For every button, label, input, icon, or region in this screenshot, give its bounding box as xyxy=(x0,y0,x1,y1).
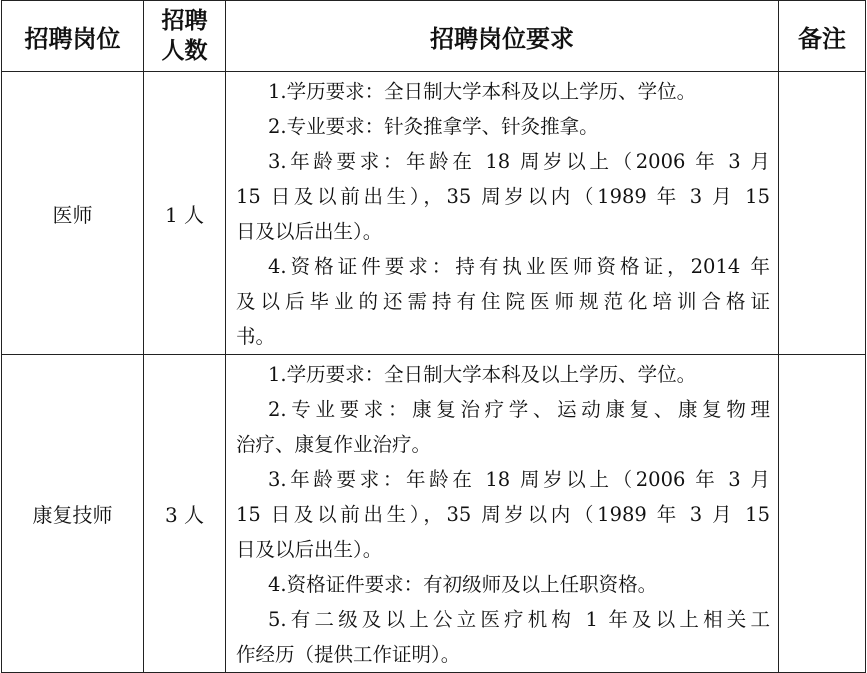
requirement-line: 作经历（提供工作证明）。 xyxy=(236,643,461,666)
notes-cell xyxy=(779,355,866,673)
notes-cell xyxy=(779,72,866,355)
requirement-line: 书。 xyxy=(236,325,276,348)
header-count-line1: 招聘 xyxy=(161,7,208,34)
requirement-line: 2.专业要求：康复治疗学、运动康复、康复物理 xyxy=(268,398,770,421)
header-post: 招聘岗位 xyxy=(2,1,144,72)
header-count-line2: 人数 xyxy=(161,37,208,64)
requirements-cell xyxy=(226,72,779,355)
requirement-line: 1.学历要求：全日制大学本科及以上学历、学位。 xyxy=(268,363,697,386)
requirement-line: 4.资格证件要求：持有执业医师资格证，2014 年 xyxy=(268,255,770,278)
requirement-line: 及以后毕业的还需持有住院医师规范化培训合格证 xyxy=(236,290,770,313)
requirement-line: 日及以后出生）。 xyxy=(236,538,383,561)
post-cell: 医师 xyxy=(2,72,144,355)
requirement-line: 3.年龄要求：年龄在 18 周岁以上（2006 年 3 月 xyxy=(268,150,770,173)
requirement-line: 日及以后出生）。 xyxy=(236,220,383,243)
requirements-cell xyxy=(226,355,779,673)
header-count xyxy=(144,1,226,72)
table-row xyxy=(2,355,866,673)
post-cell: 康复技师 xyxy=(2,355,144,673)
count-cell: 1 人 xyxy=(144,72,226,355)
header-notes: 备注 xyxy=(779,1,866,72)
requirement-line: 15 日及以前出生），35 周岁以内（1989 年 3 月 15 xyxy=(236,503,770,526)
requirement-line: 5.有二级及以上公立医疗机构 1 年及以上相关工 xyxy=(268,608,770,631)
requirement-line: 2.专业要求：针灸推拿学、针灸推拿。 xyxy=(268,115,599,138)
header-row xyxy=(2,1,866,72)
requirement-line: 3.年龄要求：年龄在 18 周岁以上（2006 年 3 月 xyxy=(268,468,770,491)
requirement-line: 治疗、康复作业治疗。 xyxy=(236,433,432,456)
requirement-line: 15 日及以前出生），35 周岁以内（1989 年 3 月 15 xyxy=(236,185,770,208)
header-requirements: 招聘岗位要求 xyxy=(226,1,779,72)
table-row xyxy=(2,72,866,355)
recruitment-table xyxy=(1,0,866,673)
requirement-line: 1.学历要求：全日制大学本科及以上学历、学位。 xyxy=(268,80,697,103)
count-cell: 3 人 xyxy=(144,355,226,673)
requirement-line: 4.资格证件要求：有初级师及以上任职资格。 xyxy=(268,573,658,596)
